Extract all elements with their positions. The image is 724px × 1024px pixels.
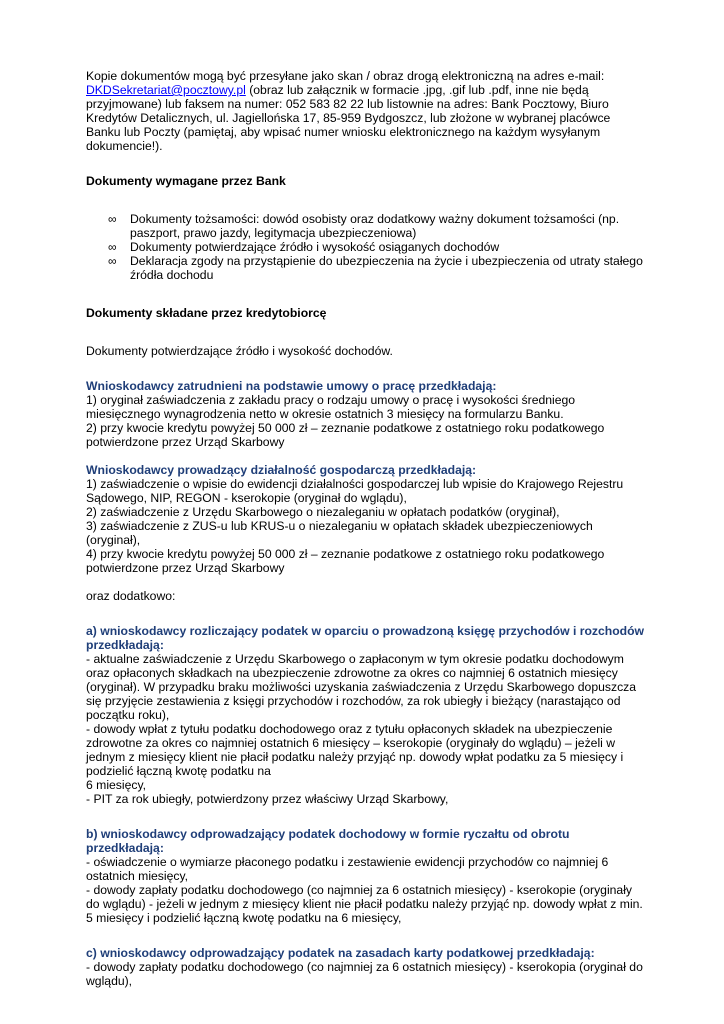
section-a-item: - PIT za rok ubiegły, potwierdzony przez właściwy Urząd Skarbowy, — [86, 792, 449, 806]
bank-documents-list — [86, 212, 646, 282]
section-a-heading: a) wnioskodawcy rozliczający podatek w oparciu o prowadzoną księgę przychodów i rozchodów przedkładają: — [86, 624, 645, 652]
list-item-text: Dokumenty tożsamości: dowód osobisty oraz dodatkowy ważny dokument tożsamości (np. paszport, prawo jazdy, legitymacja ubezpieczeniowa) — [130, 212, 620, 240]
section-a-item: 6 miesięcy, — [86, 778, 147, 792]
additionally-text: oraz dodatkowo: — [86, 589, 176, 603]
business-item: 4) przy kwocie kredytu powyżej 50 000 zł – zeznanie podatkowe z ostatniego roku podatkowego potwierdzone przez Urząd Skarbowy — [86, 547, 605, 575]
borrower-documents-intro: Dokumenty potwierdzające źródło i wysokość dochodów. — [86, 344, 393, 358]
business-item: 3) zaświadczenie z ZUS-u lub KRUS-u o niezaleganiu w opłatach składek ubezpieczeniowych (oryginał), — [86, 519, 593, 547]
section-a-item: - dowody wpłat z tytułu podatku dochodowego oraz z tytułu opłaconych składek na ubezpieczenie zdrowotne za okres co najmniej ostatnich 6 miesięcy – kserokopie (oryginały do wglądu) – jeżeli w jednym z miesięcy klient nie płacił podatku należy przyjąć np. dowody wpłat podatku za 5 miesięcy i podzielić łączną kwotę podatku na — [86, 722, 624, 778]
section-c-heading: c) wnioskodawcy odprowadzający podatek na zasadach karty podatkowej przedkładają: — [86, 946, 595, 960]
intro-line-1: Kopie dokumentów mogą być przesyłane jako skan / obraz drogą elektroniczną na adres e-mail: — [86, 69, 605, 83]
section-b-item: - oświadczenie o wymiarze płaconego podatku i zestawienie ewidencji przychodów co najmniej 6 ostatnich miesięcy, — [86, 855, 609, 883]
employed-item: 1) oryginał zaświadczenia z zakładu pracy o rodzaju umowy o pracę i wysokości średniego miesięcznego wynagrodzenia netto w okresie ostatnich 3 miesięcy na formularzu Banku. — [86, 393, 576, 421]
infinity-bullet-icon: ∞ — [108, 212, 117, 226]
borrower-documents-heading: Dokumenty składane przez kredytobiorcę — [86, 306, 327, 320]
section-b-heading: b) wnioskodawcy odprowadzający podatek dochodowy w formie ryczałtu od obrotu przedkładają: — [86, 827, 570, 855]
document-page — [86, 69, 646, 988]
email-link[interactable]: DKDSekretariat@pocztowy.pl — [86, 83, 246, 97]
list-item-text: Dokumenty potwierdzające źródło i wysokość osiąganych dochodów — [130, 240, 500, 254]
infinity-bullet-icon: ∞ — [108, 240, 117, 254]
business-item: 1) zaświadczenie o wpisie do ewidencji działalności gospodarczej lub wpisie do Krajowego Rejestru Sądowego, NIP, REGON - kserokopie (oryginał do wglądu), — [86, 477, 624, 505]
intro-paragraph — [86, 69, 646, 153]
business-item: 2) zaświadczenie z Urzędu Skarbowego o niezaleganiu w opłatach podatków (oryginał), — [86, 505, 560, 519]
section-a-item: - aktualne zaświadczenie z Urzędu Skarbowego o zapłaconym w tym okresie podatku dochodowym oraz opłaconych składkach na ubezpieczenie zdrowotne za okres co najmniej 6 ostatnich miesięcy (oryginał). W przypadku braku możliwości uzyskania zaświadczenia z Urzędu Skarbowego dopuszcza się przyjęcie zestawienia z księgi przychodów i rozchodów, za rok ubiegły i bieżący (narastająco od początku roku), — [86, 652, 637, 722]
list-item-text: Deklaracja zgody na przystąpienie do ubezpieczenia na życie i ubezpieczenia od utraty stałego źródła dochodu — [130, 254, 643, 282]
employed-heading: Wnioskodawcy zatrudnieni na podstawie umowy o pracę przedkładają: — [86, 379, 497, 393]
list-item — [86, 254, 646, 282]
intro-line-2: (obraz lub załącznik w formacie .jpg, .gif lub .pdf, inne nie będą przyjmowane) lub faksem na numer: 052 583 82 22 lub listownie na adres: Bank Pocztowy, Biuro Kredytów Detalicznych, ul. Jagiellońska 17, 85-959 Bydgoszcz, lub złożone w wybranej placówce Banku lub Poczty (pamiętaj, aby wpisać numer wniosku elektronicznego na każdym wysyłanym dokumencie!). — [86, 83, 611, 153]
section-b-item: - dowody zapłaty podatku dochodowego (co najmniej za 6 ostatnich miesięcy) - kserokopie (oryginały do wglądu) - jeżeli w jednym z miesięcy klient nie płacił podatku należy przyjąć np. dowody wpłat z min. 5 miesięcy i podzielić łączną kwotę podatku na 6 miesięcy, — [86, 883, 643, 925]
section-c-item: - dowody zapłaty podatku dochodowego (co najmniej za 6 ostatnich miesięcy) - kserokopia (oryginał do wglądu), — [86, 960, 643, 988]
business-heading: Wnioskodawcy prowadzący działalność gospodarczą przedkładają: — [86, 463, 477, 477]
list-item — [86, 212, 646, 240]
employed-item: 2) przy kwocie kredytu powyżej 50 000 zł – zeznanie podatkowe z ostatniego roku podatkowego potwierdzone przez Urząd Skarbowy — [86, 421, 605, 449]
list-item — [86, 240, 646, 254]
infinity-bullet-icon: ∞ — [108, 254, 117, 268]
bank-documents-heading: Dokumenty wymagane przez Bank — [86, 174, 286, 188]
